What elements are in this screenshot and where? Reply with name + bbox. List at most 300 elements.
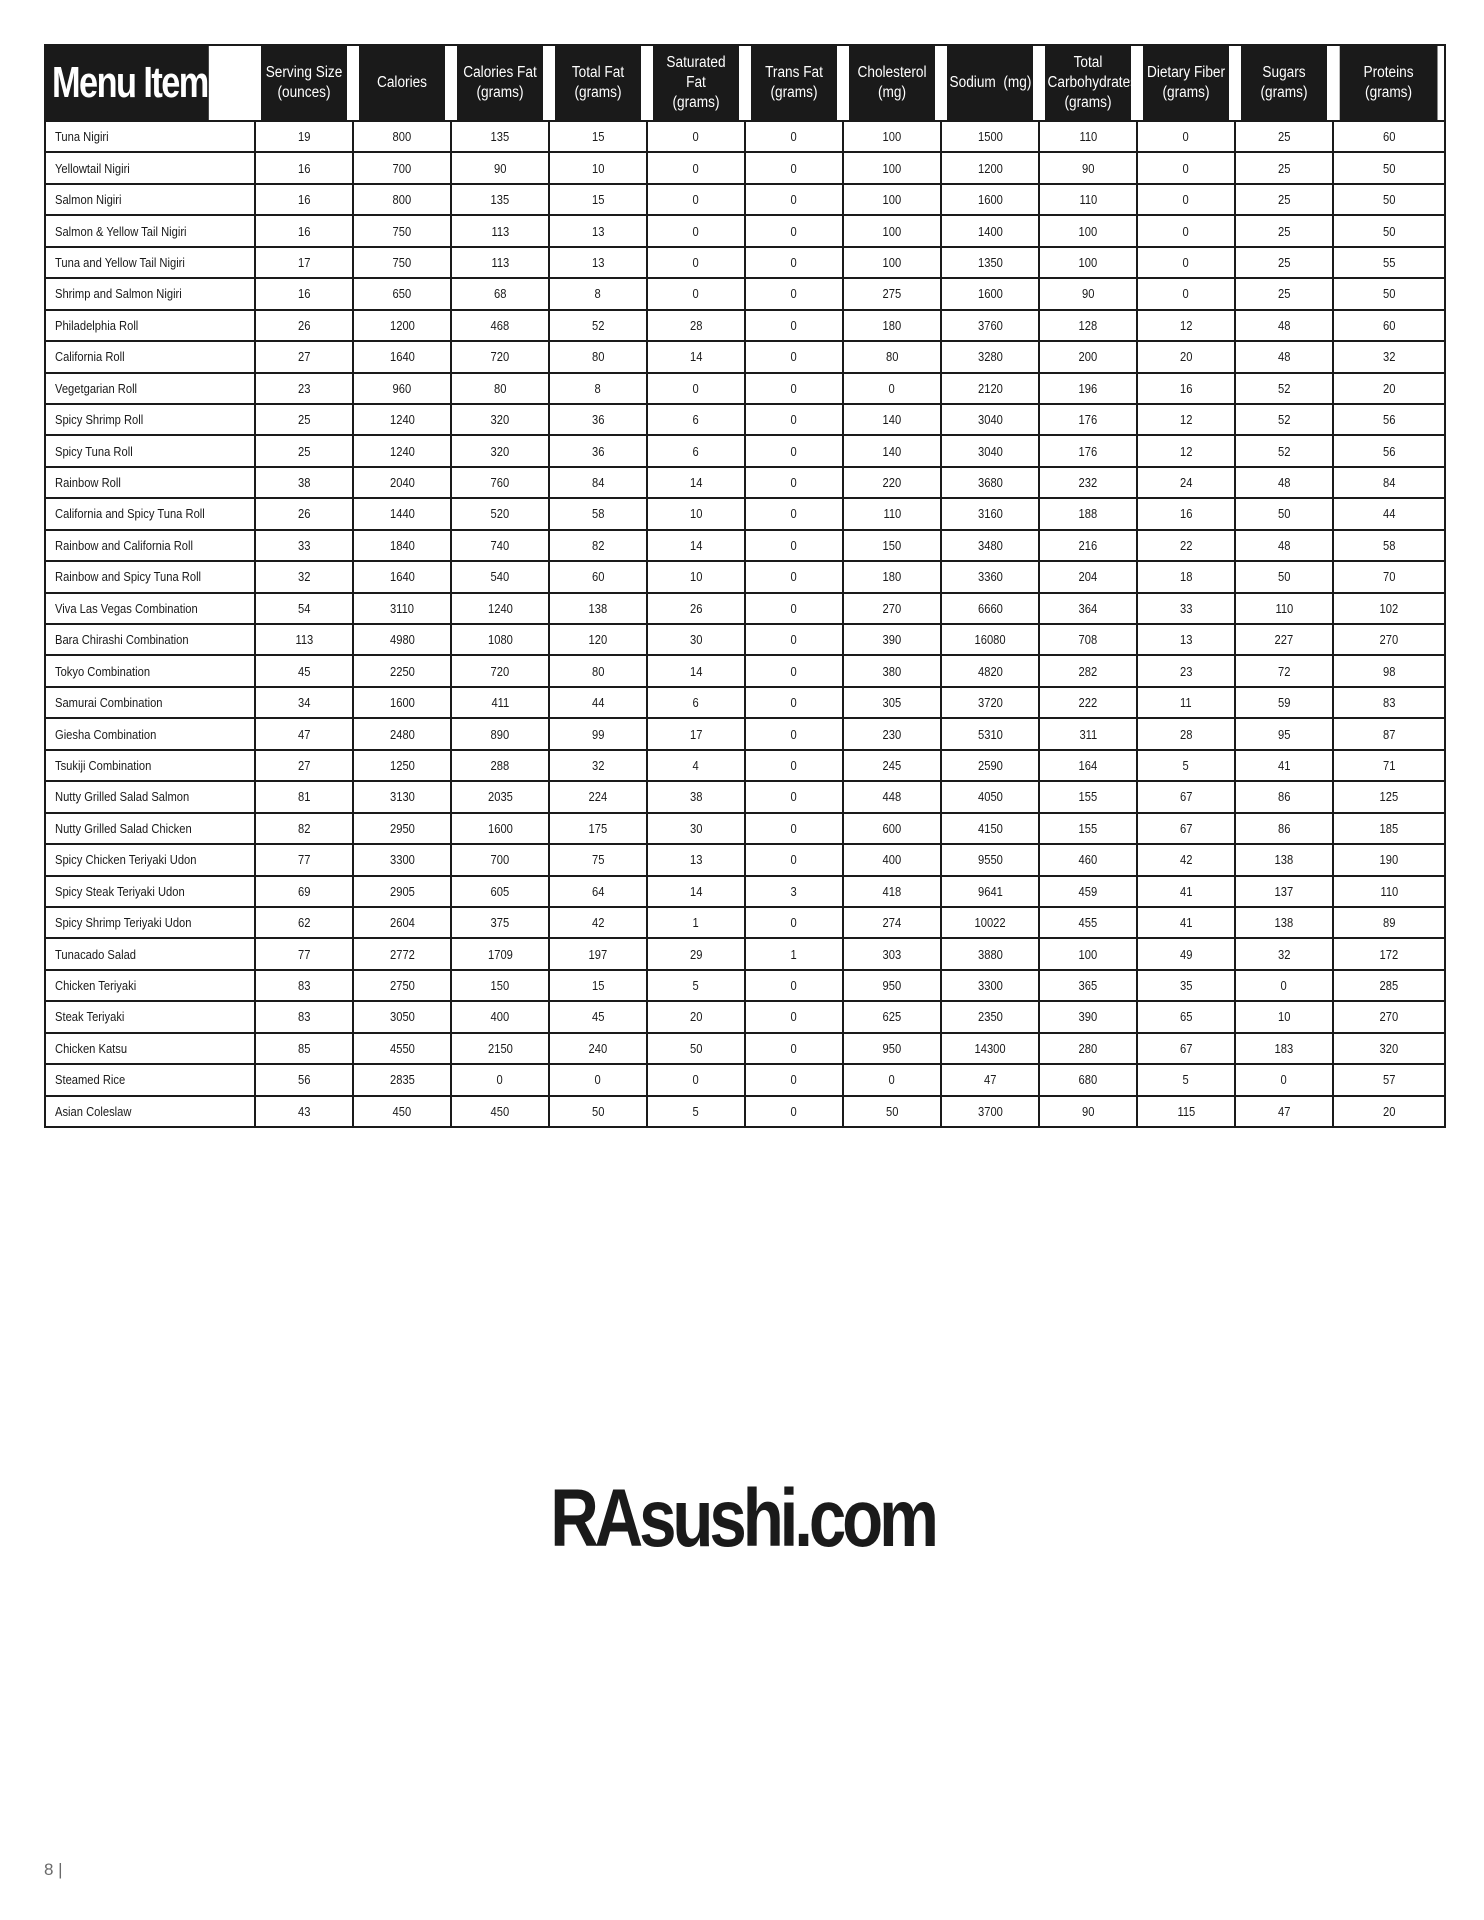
table-cell bbox=[745, 561, 843, 592]
table-cell bbox=[941, 498, 1039, 529]
table-cell bbox=[1039, 1096, 1137, 1127]
table-cell bbox=[941, 781, 1039, 812]
table-cell bbox=[353, 781, 451, 812]
cell-value: 41 bbox=[1277, 757, 1291, 773]
table-cell bbox=[647, 624, 745, 655]
cell-value: 28 bbox=[689, 317, 703, 333]
cell-value: 2950 bbox=[389, 820, 415, 836]
table-cell bbox=[1039, 184, 1137, 215]
cell-value: 8 bbox=[594, 286, 602, 302]
menu-item-name-cell bbox=[45, 341, 255, 372]
table-cell bbox=[745, 121, 843, 152]
table-cell bbox=[1235, 876, 1333, 907]
table-cell bbox=[549, 341, 647, 372]
table-cell bbox=[255, 530, 353, 561]
table-row bbox=[45, 876, 1445, 907]
cell-value: 0 bbox=[790, 569, 798, 585]
cell-value: 12 bbox=[1179, 412, 1193, 428]
column-header bbox=[359, 45, 445, 121]
table-cell bbox=[745, 655, 843, 686]
table-cell bbox=[1333, 750, 1445, 781]
cell-value: 2480 bbox=[389, 726, 415, 742]
menu-item-name-cell bbox=[45, 373, 255, 404]
table-cell bbox=[255, 1096, 353, 1127]
table-cell bbox=[451, 876, 549, 907]
cell-value: 288 bbox=[490, 757, 510, 773]
table-cell bbox=[1333, 876, 1445, 907]
table-row bbox=[45, 152, 1445, 183]
table-cell bbox=[451, 184, 549, 215]
table-cell bbox=[843, 561, 941, 592]
table-cell bbox=[1039, 750, 1137, 781]
cell-value: 42 bbox=[591, 915, 605, 931]
cell-value: 240 bbox=[588, 1040, 608, 1056]
cell-value: 3040 bbox=[977, 443, 1003, 459]
table-row bbox=[45, 215, 1445, 246]
cell-value: 625 bbox=[882, 1009, 902, 1025]
cell-value: 150 bbox=[882, 537, 902, 553]
table-cell bbox=[1235, 781, 1333, 812]
cell-value: 25 bbox=[1277, 160, 1291, 176]
cell-value: 90 bbox=[1081, 1103, 1095, 1119]
cell-value: 50 bbox=[1382, 160, 1396, 176]
table-cell bbox=[647, 435, 745, 466]
cell-value: 155 bbox=[1078, 789, 1098, 805]
cell-value: 41 bbox=[1179, 883, 1193, 899]
cell-value: 60 bbox=[1382, 129, 1396, 145]
table-cell bbox=[1039, 813, 1137, 844]
cell-value: 86 bbox=[1277, 820, 1291, 836]
table-cell bbox=[1137, 813, 1235, 844]
cell-value: 62 bbox=[297, 915, 311, 931]
table-cell bbox=[1039, 530, 1137, 561]
cell-value: 67 bbox=[1179, 789, 1193, 805]
table-cell bbox=[1333, 938, 1445, 969]
menu-item-name: Giesha Combination bbox=[55, 726, 157, 742]
table-cell bbox=[941, 938, 1039, 969]
cell-value: 12 bbox=[1179, 317, 1193, 333]
table-row bbox=[45, 1096, 1445, 1127]
menu-item-name: Tuna Nigiri bbox=[55, 129, 109, 145]
table-cell bbox=[451, 1001, 549, 1032]
table-cell bbox=[647, 593, 745, 624]
table-cell bbox=[1235, 938, 1333, 969]
table-cell bbox=[1137, 593, 1235, 624]
table-cell bbox=[1333, 404, 1445, 435]
cell-value: 4150 bbox=[977, 820, 1003, 836]
table-cell bbox=[353, 970, 451, 1001]
table-cell bbox=[1333, 781, 1445, 812]
table-cell bbox=[353, 498, 451, 529]
menu-item-name: Steamed Rice bbox=[55, 1072, 126, 1088]
cell-value: 1080 bbox=[487, 632, 513, 648]
cell-value: 56 bbox=[1382, 412, 1396, 428]
cell-value: 83 bbox=[297, 978, 311, 994]
table-cell bbox=[1235, 310, 1333, 341]
table-cell bbox=[647, 561, 745, 592]
cell-value: 2835 bbox=[389, 1072, 415, 1088]
cell-value: 1840 bbox=[389, 537, 415, 553]
menu-item-name-cell bbox=[45, 655, 255, 686]
menu-item-name: Rainbow and California Roll bbox=[55, 537, 193, 553]
cell-value: 760 bbox=[490, 475, 510, 491]
table-cell bbox=[451, 938, 549, 969]
table-cell bbox=[451, 1033, 549, 1064]
cell-value: 80 bbox=[591, 349, 605, 365]
table-cell bbox=[353, 121, 451, 152]
cell-value: 0 bbox=[790, 317, 798, 333]
cell-value: 303 bbox=[882, 946, 902, 962]
cell-value: 1350 bbox=[977, 254, 1003, 270]
table-cell bbox=[843, 1064, 941, 1095]
table-cell bbox=[843, 404, 941, 435]
cell-value: 84 bbox=[1382, 475, 1396, 491]
table-cell bbox=[745, 247, 843, 278]
cell-value: 25 bbox=[297, 412, 311, 428]
menu-item-name: California and Spicy Tuna Roll bbox=[55, 506, 205, 522]
cell-value: 275 bbox=[882, 286, 902, 302]
table-cell bbox=[843, 624, 941, 655]
table-cell bbox=[745, 593, 843, 624]
cell-value: 3160 bbox=[977, 506, 1003, 522]
column-header bbox=[457, 45, 543, 121]
cell-value: 800 bbox=[392, 192, 412, 208]
table-cell bbox=[549, 781, 647, 812]
cell-value: 245 bbox=[882, 757, 902, 773]
cell-value: 2040 bbox=[389, 475, 415, 491]
table-cell bbox=[549, 121, 647, 152]
menu-item-name-cell bbox=[45, 467, 255, 498]
column-header bbox=[751, 45, 837, 121]
table-cell bbox=[1137, 844, 1235, 875]
cell-value: 5 bbox=[692, 978, 700, 994]
table-cell bbox=[1235, 561, 1333, 592]
table-row bbox=[45, 467, 1445, 498]
table-cell bbox=[1235, 278, 1333, 309]
table-cell bbox=[1333, 593, 1445, 624]
cell-value: 0 bbox=[1182, 223, 1190, 239]
column-header bbox=[1340, 45, 1439, 121]
table-cell bbox=[745, 813, 843, 844]
cell-value: 64 bbox=[591, 883, 605, 899]
table-cell bbox=[451, 718, 549, 749]
cell-value: 176 bbox=[1078, 412, 1098, 428]
cell-value: 364 bbox=[1078, 600, 1098, 616]
table-cell bbox=[941, 1064, 1039, 1095]
cell-value: 6 bbox=[692, 443, 700, 459]
cell-value: 25 bbox=[1277, 254, 1291, 270]
cell-value: 3680 bbox=[977, 475, 1003, 491]
table-cell bbox=[1039, 655, 1137, 686]
table-cell bbox=[745, 498, 843, 529]
cell-value: 0 bbox=[692, 129, 700, 145]
cell-value: 2035 bbox=[487, 789, 513, 805]
table-cell bbox=[353, 215, 451, 246]
cell-value: 15 bbox=[591, 978, 605, 994]
table-cell bbox=[647, 498, 745, 529]
table-cell bbox=[647, 876, 745, 907]
cell-value: 50 bbox=[1277, 569, 1291, 585]
cell-value: 25 bbox=[1277, 192, 1291, 208]
cell-value: 86 bbox=[1277, 789, 1291, 805]
column-header-line: Dietary Fiber bbox=[1146, 64, 1226, 81]
cell-value: 75 bbox=[591, 852, 605, 868]
table-row bbox=[45, 970, 1445, 1001]
table-cell bbox=[647, 655, 745, 686]
cell-value: 0 bbox=[692, 160, 700, 176]
cell-value: 16 bbox=[297, 160, 311, 176]
table-cell bbox=[843, 1096, 941, 1127]
table-cell bbox=[255, 215, 353, 246]
table-cell bbox=[255, 184, 353, 215]
table-cell bbox=[1333, 498, 1445, 529]
cell-value: 137 bbox=[1274, 883, 1294, 899]
cell-value: 172 bbox=[1379, 946, 1399, 962]
table-cell bbox=[549, 593, 647, 624]
cell-value: 44 bbox=[1382, 506, 1396, 522]
table-cell bbox=[255, 435, 353, 466]
table-row bbox=[45, 718, 1445, 749]
table-cell bbox=[843, 718, 941, 749]
table-cell bbox=[745, 530, 843, 561]
cell-value: 2750 bbox=[389, 978, 415, 994]
menu-item-name-cell bbox=[45, 938, 255, 969]
cell-value: 520 bbox=[490, 506, 510, 522]
brand-logo-text: RAsushi.com bbox=[549, 1473, 935, 1564]
table-cell bbox=[255, 373, 353, 404]
cell-value: 1 bbox=[692, 915, 700, 931]
table-cell bbox=[745, 215, 843, 246]
menu-item-name-cell bbox=[45, 813, 255, 844]
cell-value: 183 bbox=[1274, 1040, 1294, 1056]
cell-value: 120 bbox=[588, 632, 608, 648]
table-cell bbox=[941, 467, 1039, 498]
cell-value: 26 bbox=[689, 600, 703, 616]
table-row bbox=[45, 1064, 1445, 1095]
table-cell bbox=[941, 121, 1039, 152]
cell-value: 128 bbox=[1078, 317, 1098, 333]
table-cell bbox=[451, 435, 549, 466]
cell-value: 418 bbox=[882, 883, 902, 899]
menu-item-name: Philadelphia Roll bbox=[55, 317, 139, 333]
table-cell bbox=[1333, 1033, 1445, 1064]
table-cell bbox=[843, 970, 941, 1001]
cell-value: 52 bbox=[591, 317, 605, 333]
table-cell bbox=[1235, 121, 1333, 152]
cell-value: 0 bbox=[790, 632, 798, 648]
cell-value: 222 bbox=[1078, 695, 1098, 711]
page-number: 8 | bbox=[44, 1860, 63, 1879]
table-cell bbox=[647, 373, 745, 404]
cell-value: 274 bbox=[882, 915, 902, 931]
cell-value: 6660 bbox=[977, 600, 1003, 616]
table-cell bbox=[1235, 655, 1333, 686]
cell-value: 48 bbox=[1277, 349, 1291, 365]
cell-value: 0 bbox=[790, 380, 798, 396]
table-row bbox=[45, 593, 1445, 624]
table-cell bbox=[255, 938, 353, 969]
table-cell bbox=[647, 341, 745, 372]
cell-value: 10022 bbox=[974, 915, 1006, 931]
cell-value: 30 bbox=[689, 820, 703, 836]
cell-value: 100 bbox=[882, 192, 902, 208]
table-cell bbox=[451, 781, 549, 812]
table-cell bbox=[745, 687, 843, 718]
cell-value: 52 bbox=[1277, 412, 1291, 428]
cell-value: 270 bbox=[1379, 1009, 1399, 1025]
cell-value: 700 bbox=[490, 852, 510, 868]
table-cell bbox=[451, 687, 549, 718]
cell-value: 0 bbox=[888, 1072, 896, 1088]
cell-value: 26 bbox=[297, 506, 311, 522]
cell-value: 0 bbox=[790, 789, 798, 805]
table-cell bbox=[941, 907, 1039, 938]
table-cell bbox=[255, 813, 353, 844]
table-cell bbox=[1235, 1033, 1333, 1064]
table-cell bbox=[1137, 310, 1235, 341]
cell-value: 16080 bbox=[974, 632, 1006, 648]
cell-value: 0 bbox=[790, 506, 798, 522]
menu-item-name-cell bbox=[45, 152, 255, 183]
table-cell bbox=[1137, 278, 1235, 309]
cell-value: 1500 bbox=[977, 129, 1003, 145]
column-header-line: (grams) bbox=[1162, 84, 1210, 101]
table-cell bbox=[745, 907, 843, 938]
cell-value: 110 bbox=[1275, 600, 1293, 616]
table-cell bbox=[843, 152, 941, 183]
table-cell bbox=[549, 435, 647, 466]
table-cell bbox=[843, 278, 941, 309]
table-cell bbox=[843, 687, 941, 718]
cell-value: 100 bbox=[1078, 254, 1098, 270]
table-cell bbox=[353, 435, 451, 466]
table-cell bbox=[255, 467, 353, 498]
column-header-line: (grams) bbox=[1064, 94, 1112, 111]
menu-item-name-cell bbox=[45, 750, 255, 781]
cell-value: 67 bbox=[1179, 1040, 1193, 1056]
table-cell bbox=[255, 498, 353, 529]
table-cell bbox=[745, 341, 843, 372]
table-row bbox=[45, 844, 1445, 875]
cell-value: 3480 bbox=[977, 537, 1003, 553]
cell-value: 270 bbox=[882, 600, 902, 616]
cell-value: 100 bbox=[882, 129, 902, 145]
column-header-line: (grams) bbox=[476, 84, 524, 101]
column-header-line: Total bbox=[1073, 54, 1103, 71]
table-cell bbox=[647, 1001, 745, 1032]
cell-value: 25 bbox=[297, 443, 311, 459]
cell-value: 1600 bbox=[977, 192, 1003, 208]
menu-item-name: Chicken Teriyaki bbox=[55, 978, 137, 994]
cell-value: 0 bbox=[496, 1072, 504, 1088]
table-cell bbox=[647, 687, 745, 718]
cell-value: 1640 bbox=[389, 349, 415, 365]
table-cell bbox=[745, 152, 843, 183]
cell-value: 77 bbox=[297, 852, 311, 868]
table-cell bbox=[1039, 121, 1137, 152]
cell-value: 960 bbox=[392, 380, 412, 396]
cell-value: 77 bbox=[297, 946, 311, 962]
cell-value: 26 bbox=[297, 317, 311, 333]
cell-value: 50 bbox=[1382, 223, 1396, 239]
table-cell bbox=[1137, 938, 1235, 969]
menu-item-name: California Roll bbox=[55, 349, 125, 365]
cell-value: 38 bbox=[297, 475, 311, 491]
table-cell bbox=[1137, 687, 1235, 718]
table-cell bbox=[843, 1001, 941, 1032]
cell-value: 400 bbox=[490, 1009, 510, 1025]
table-cell bbox=[647, 215, 745, 246]
table-cell bbox=[353, 278, 451, 309]
cell-value: 282 bbox=[1078, 663, 1098, 679]
column-header bbox=[1045, 45, 1137, 121]
cell-value: 740 bbox=[490, 537, 510, 553]
table-cell bbox=[549, 907, 647, 938]
table-cell bbox=[1137, 341, 1235, 372]
cell-value: 18 bbox=[1179, 569, 1193, 585]
column-header-line: Sodium (mg) bbox=[949, 74, 1032, 91]
table-cell bbox=[745, 1001, 843, 1032]
table-cell bbox=[745, 718, 843, 749]
cell-value: 150 bbox=[490, 978, 510, 994]
cell-value: 0 bbox=[790, 663, 798, 679]
table-cell bbox=[549, 373, 647, 404]
table-cell bbox=[1333, 152, 1445, 183]
cell-value: 41 bbox=[1179, 915, 1193, 931]
cell-value: 1240 bbox=[389, 412, 415, 428]
table-cell bbox=[1333, 278, 1445, 309]
table-cell bbox=[1039, 373, 1137, 404]
cell-value: 450 bbox=[490, 1103, 510, 1119]
table-row bbox=[45, 907, 1445, 938]
cell-value: 176 bbox=[1078, 443, 1098, 459]
cell-value: 35 bbox=[1179, 978, 1193, 994]
cell-value: 1600 bbox=[977, 286, 1003, 302]
column-header bbox=[849, 45, 935, 121]
menu-item-name-cell bbox=[45, 624, 255, 655]
table-cell bbox=[255, 341, 353, 372]
cell-value: 204 bbox=[1078, 569, 1098, 585]
table-cell bbox=[1235, 530, 1333, 561]
table-cell bbox=[353, 624, 451, 655]
cell-value: 50 bbox=[1382, 192, 1396, 208]
table-cell bbox=[1333, 247, 1445, 278]
table-cell bbox=[549, 687, 647, 718]
table-cell bbox=[1137, 718, 1235, 749]
menu-item-name: Spicy Shrimp Teriyaki Udon bbox=[55, 915, 192, 931]
cell-value: 1400 bbox=[977, 223, 1003, 239]
cell-value: 56 bbox=[297, 1072, 311, 1088]
table-cell bbox=[647, 184, 745, 215]
table-cell bbox=[1333, 844, 1445, 875]
table-cell bbox=[941, 844, 1039, 875]
cell-value: 4980 bbox=[389, 632, 415, 648]
cell-value: 99 bbox=[591, 726, 605, 742]
menu-item-name-cell bbox=[45, 404, 255, 435]
table-cell bbox=[451, 1064, 549, 1095]
table-cell bbox=[1235, 844, 1333, 875]
table-cell bbox=[1235, 593, 1333, 624]
cell-value: 700 bbox=[392, 160, 412, 176]
cell-value: 87 bbox=[1382, 726, 1396, 742]
cell-value: 19 bbox=[297, 129, 311, 145]
cell-value: 28 bbox=[1179, 726, 1193, 742]
menu-item-name: Spicy Chicken Teriyaki Udon bbox=[55, 852, 197, 868]
table-cell bbox=[451, 655, 549, 686]
cell-value: 390 bbox=[1078, 1009, 1098, 1025]
cell-value: 52 bbox=[1277, 380, 1291, 396]
table-cell bbox=[745, 970, 843, 1001]
